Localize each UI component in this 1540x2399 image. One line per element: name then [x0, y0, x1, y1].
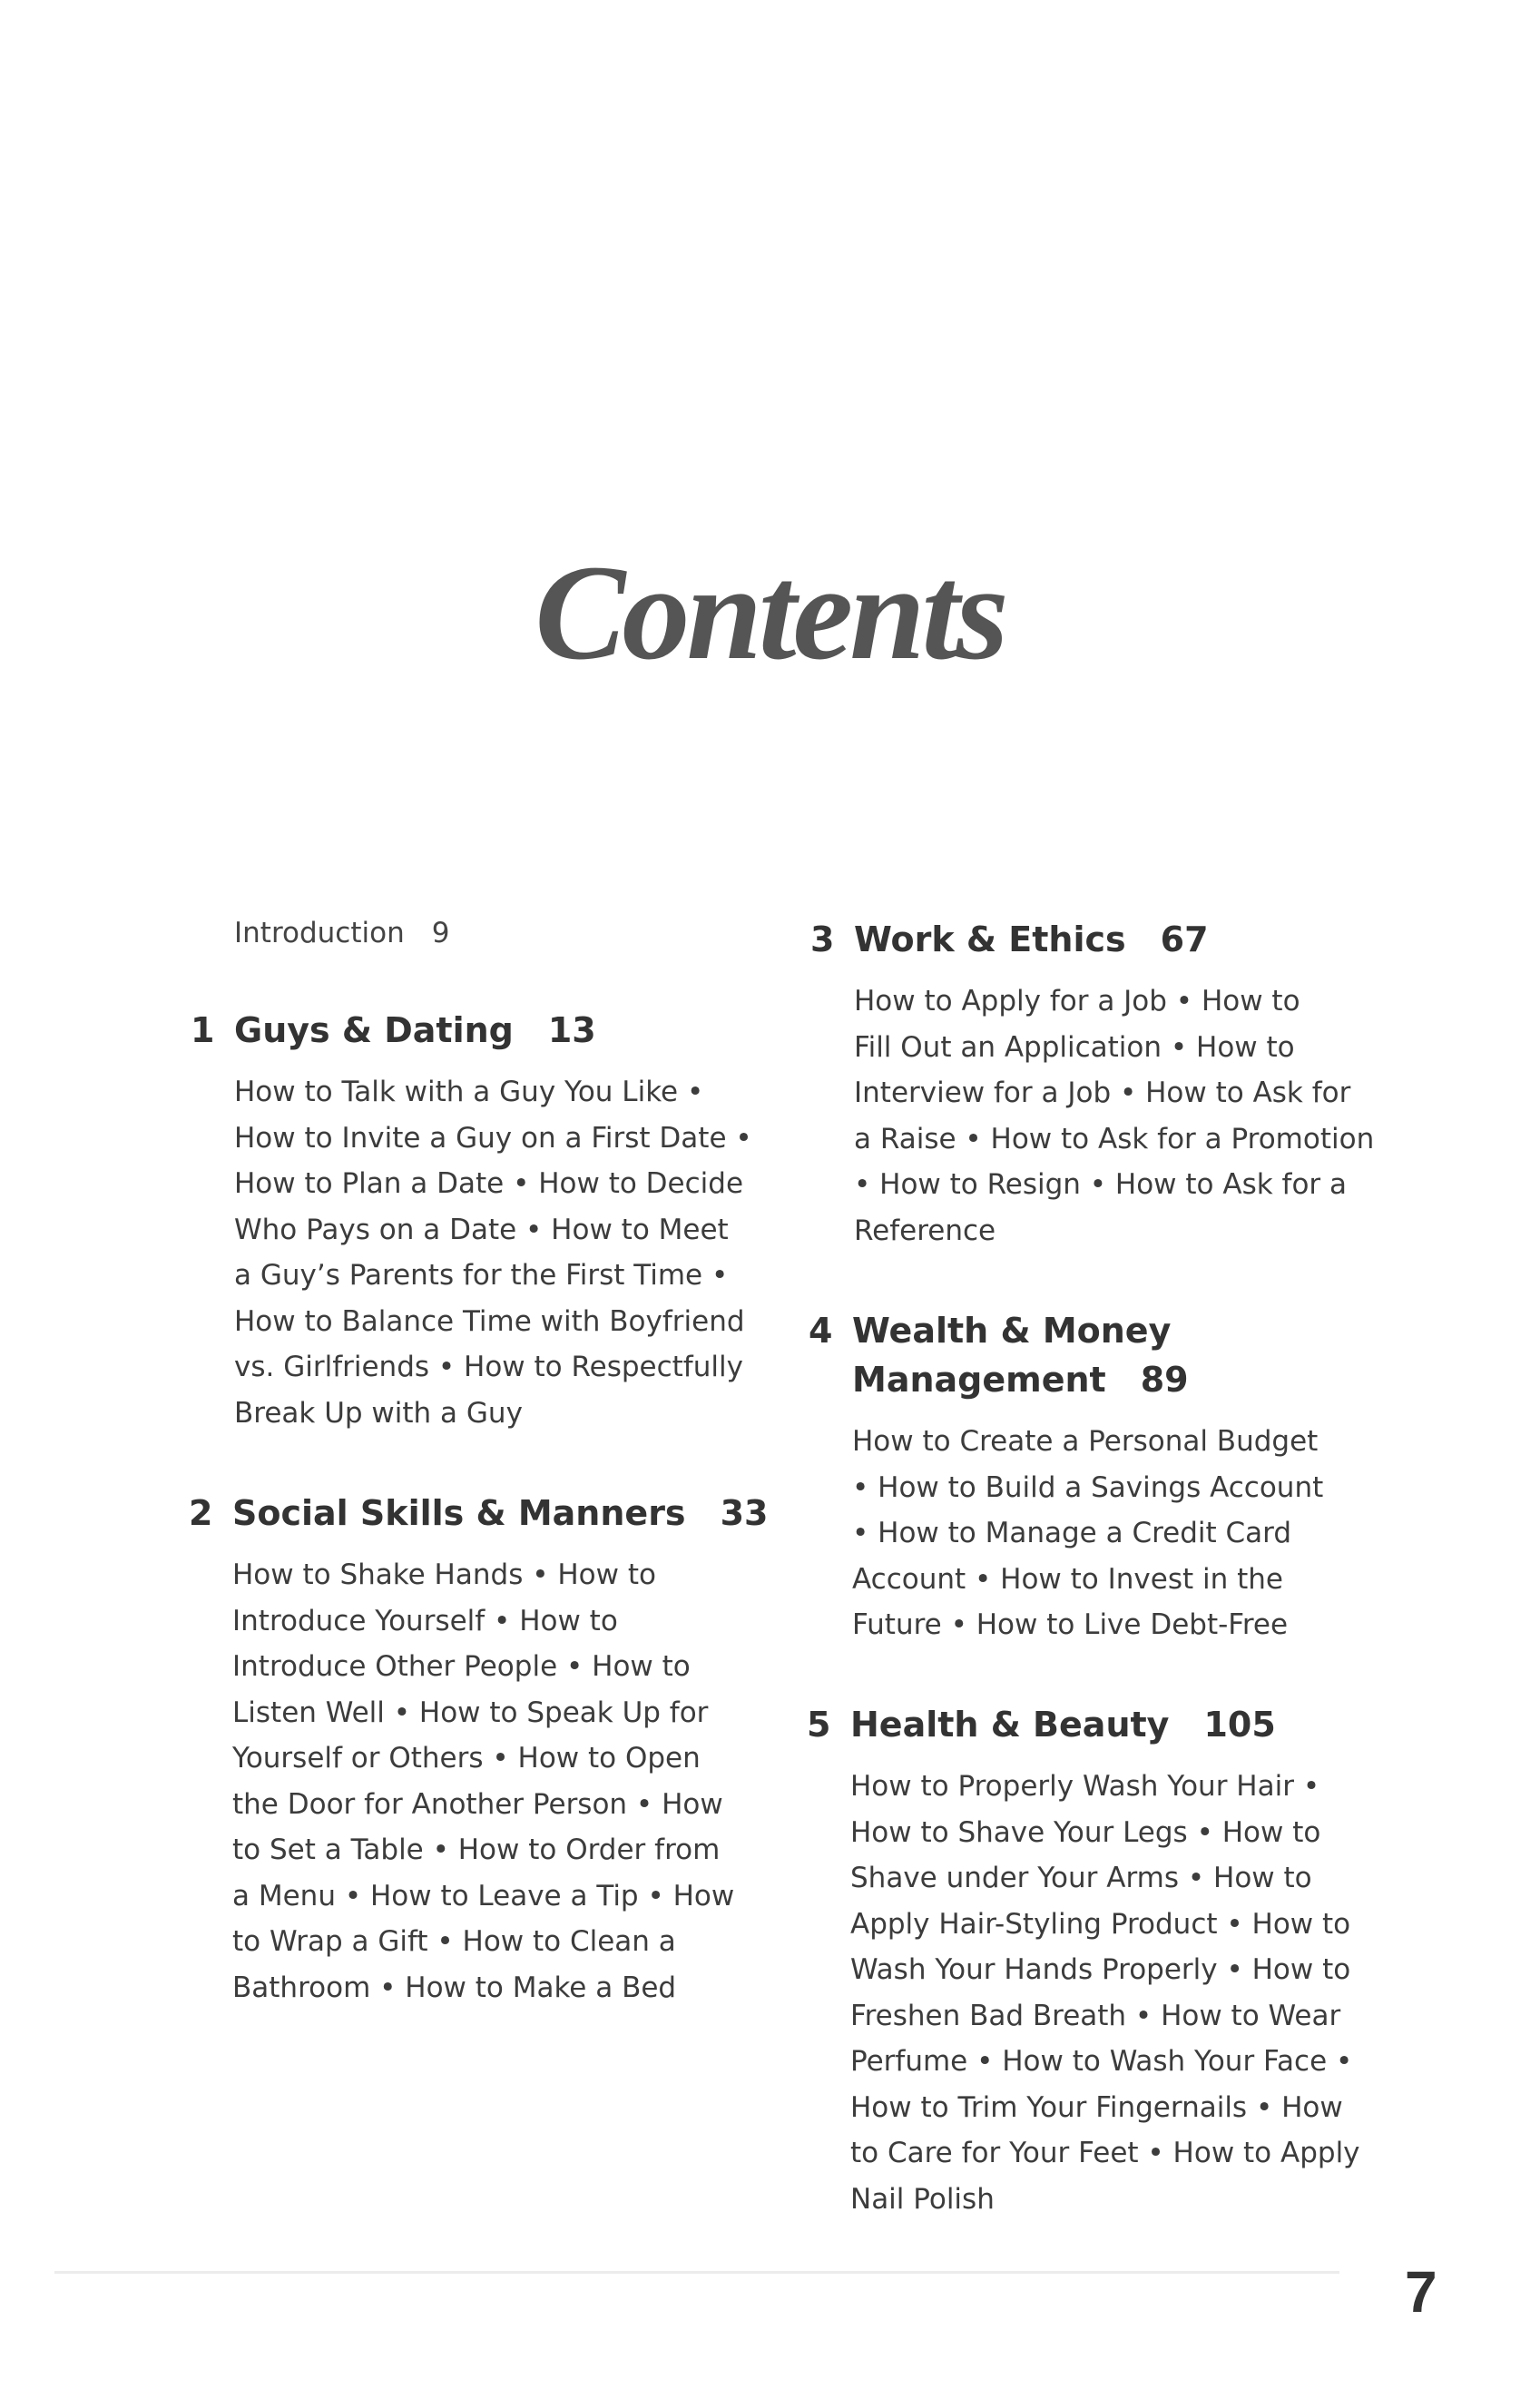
- chapter-number: 1: [191, 1010, 215, 1050]
- topic-line: Break Up with a Guy: [234, 1396, 523, 1430]
- topic-line: a Menu • How to Leave a Tip • How: [232, 1879, 735, 1912]
- chapter-topics: [850, 1764, 1360, 2222]
- chapter-number: 3: [810, 919, 835, 959]
- topic-line: to Care for Your Feet • How to Apply: [850, 2137, 1360, 2169]
- topic-line: How to Apply for a Job • How to: [854, 985, 1300, 1018]
- topic-line: Yourself or Others • How to Open: [232, 1742, 701, 1775]
- toc-chapter-5[interactable]: [807, 1700, 1360, 2222]
- introduction-page: 9: [431, 917, 450, 949]
- topic-line: Interview for a Job • How to Ask for: [854, 1077, 1351, 1109]
- chapter-page: 13: [547, 1010, 596, 1050]
- topic-line: Reference: [854, 1214, 996, 1247]
- topic-line: How to Balance Time with Boyfriend: [234, 1304, 745, 1338]
- chapter-topics: [852, 1419, 1323, 1648]
- footer-rule: [54, 2271, 1339, 2274]
- chapter-topics: [854, 978, 1374, 1254]
- chapter-page: 33: [720, 1493, 769, 1533]
- topic-line: Listen Well • How to Speak Up for: [232, 1696, 709, 1729]
- chapter-title: Health & Beauty: [850, 1705, 1170, 1745]
- topic-line: Bathroom • How to Make a Bed: [232, 1971, 677, 2004]
- chapter-title-line-2: Management: [852, 1360, 1106, 1400]
- topic-line: to Wrap a Gift • How to Clean a: [232, 1925, 676, 1958]
- chapter-title-line-1: Wealth & Money: [852, 1311, 1172, 1351]
- topic-line: Freshen Bad Breath • How to Wear: [850, 1999, 1341, 2032]
- page-number: 7: [1405, 2259, 1437, 2325]
- topic-line: • How to Manage a Credit Card: [852, 1517, 1292, 1549]
- topic-line: How to Create a Personal Budget: [852, 1425, 1319, 1458]
- toc-introduction[interactable]: [234, 917, 449, 949]
- toc-chapter-2[interactable]: [189, 1489, 768, 2011]
- topic-line: How to Trim Your Fingernails • How: [850, 2090, 1343, 2124]
- topic-line: How to Shake Hands • How to: [232, 1558, 656, 1591]
- topic-line: a Guy’s Parents for the First Time •: [234, 1259, 729, 1292]
- chapter-number: 4: [809, 1311, 833, 1351]
- toc-chapter-4[interactable]: [809, 1306, 1323, 1648]
- chapter-title: Social Skills & Manners: [232, 1493, 686, 1533]
- topic-line: Introduce Yourself • How to: [232, 1604, 618, 1637]
- topic-line: Who Pays on a Date • How to Meet: [234, 1213, 729, 1246]
- topic-line: How to Properly Wash Your Hair •: [850, 1770, 1320, 1803]
- topic-line: How to Talk with a Guy You Like •: [234, 1076, 704, 1108]
- contents-title: Contents: [535, 537, 1005, 688]
- topic-line: How to Invite a Guy on a First Date •: [234, 1121, 752, 1155]
- topic-line: the Door for Another Person • How: [232, 1787, 723, 1821]
- topic-line: Perfume • How to Wash Your Face •: [850, 2045, 1353, 2078]
- topic-line: vs. Girlfriends • How to Respectfully: [234, 1351, 743, 1383]
- introduction-label: Introduction: [234, 917, 405, 949]
- topic-line: Wash Your Hands Properly • How to: [850, 1953, 1351, 1986]
- topic-line: to Set a Table • How to Order from: [232, 1834, 721, 1866]
- toc-chapter-1[interactable]: [191, 1006, 752, 1436]
- topic-line: Future • How to Live Debt-Free: [852, 1608, 1289, 1641]
- chapter-page: 67: [1160, 919, 1209, 959]
- topic-line: • How to Build a Savings Account: [852, 1470, 1324, 1504]
- topic-line: Apply Hair-Styling Product • How to: [850, 1907, 1351, 1941]
- chapter-page: 89: [1140, 1360, 1189, 1400]
- chapter-topics: [234, 1069, 752, 1436]
- toc-chapter-3[interactable]: [810, 915, 1374, 1254]
- topic-line: Account • How to Invest in the: [852, 1562, 1283, 1596]
- topic-line: Introduce Other People • How to: [232, 1650, 691, 1683]
- chapter-title: Guys & Dating: [234, 1010, 514, 1050]
- chapter-number: 5: [807, 1705, 831, 1745]
- topic-line: Nail Polish: [850, 2182, 995, 2216]
- topic-line: Fill Out an Application • How to: [854, 1030, 1295, 1064]
- topic-line: Shave under Your Arms • How to: [850, 1862, 1312, 1894]
- chapter-topics: [232, 1552, 768, 2011]
- topic-line: • How to Resign • How to Ask for a: [854, 1168, 1347, 1201]
- chapter-number: 2: [189, 1493, 213, 1533]
- topic-line: How to Shave Your Legs • How to: [850, 1815, 1321, 1849]
- topic-line: How to Plan a Date • How to Decide: [234, 1167, 744, 1200]
- chapter-page: 105: [1203, 1705, 1276, 1745]
- topic-line: a Raise • How to Ask for a Promotion: [854, 1122, 1375, 1155]
- chapter-title: Work & Ethics: [854, 919, 1126, 959]
